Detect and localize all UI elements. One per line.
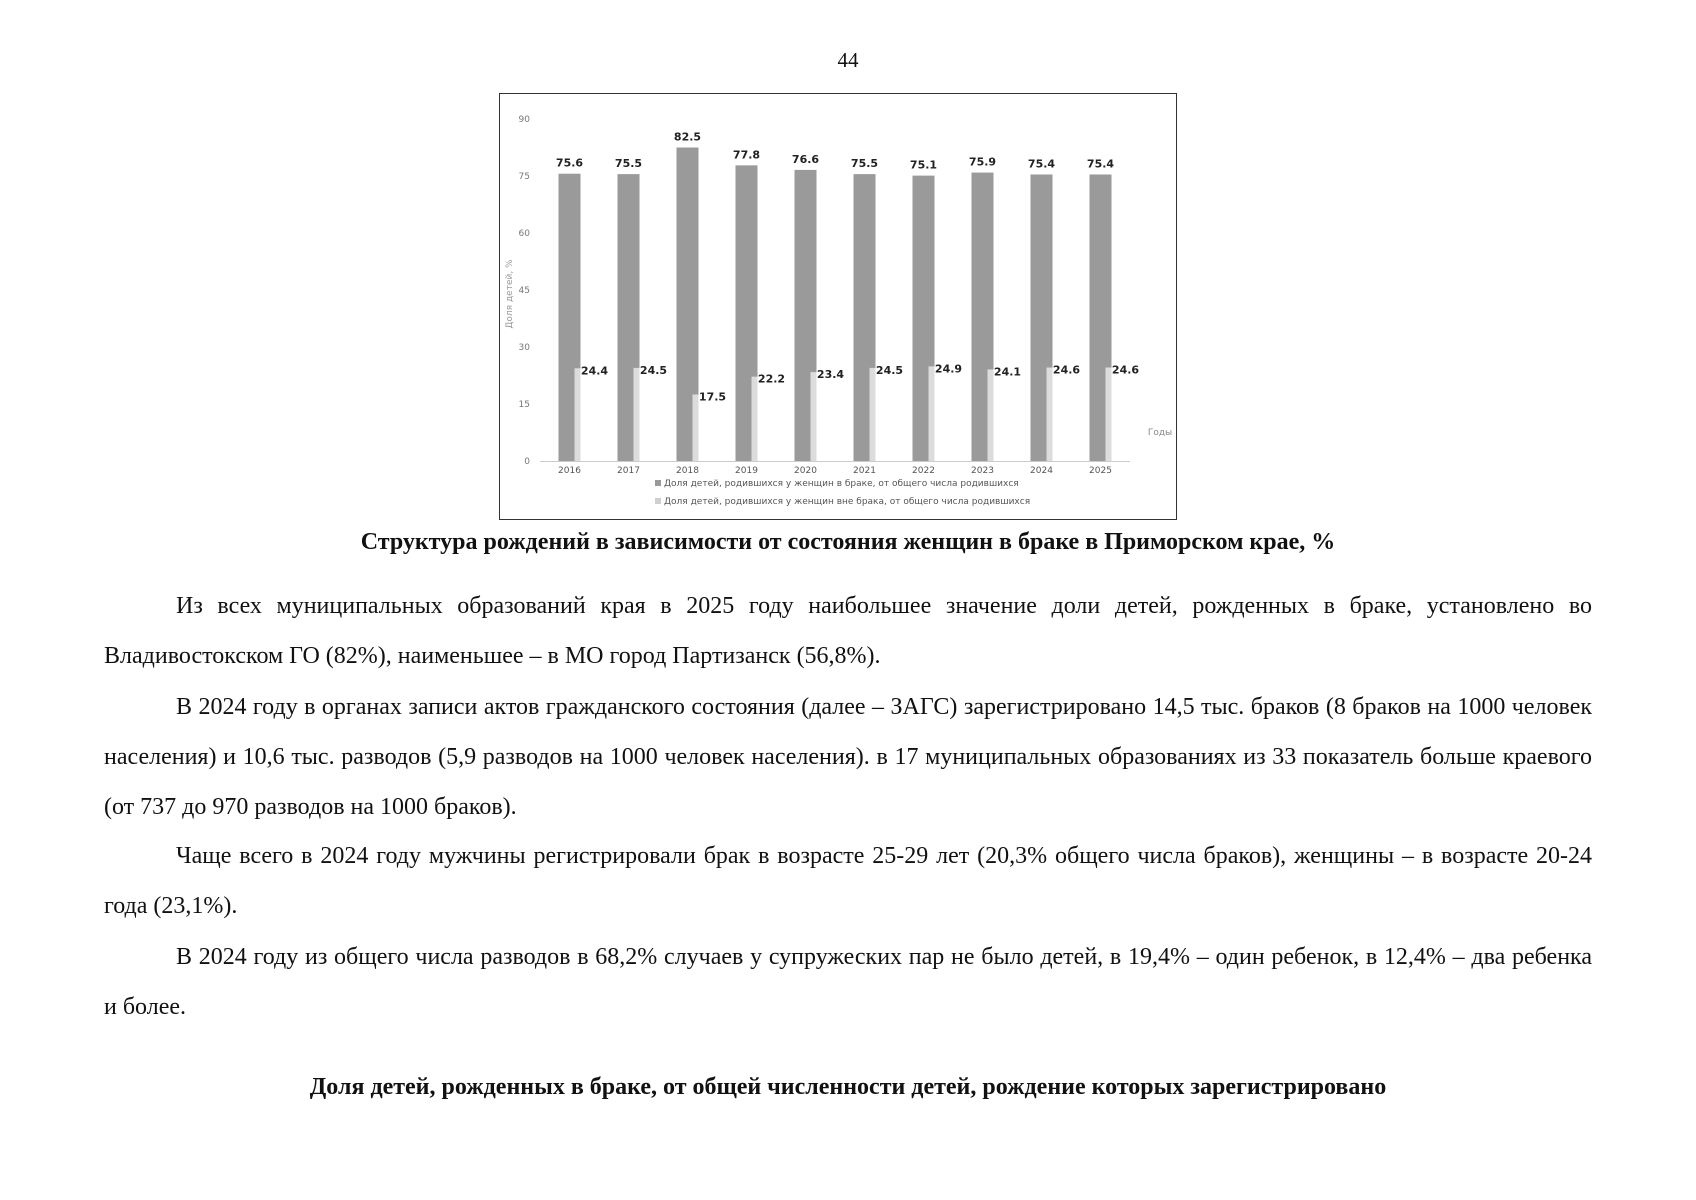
- section-subtitle: Доля детей, рожденных в браке, от общей численности детей, рождение которых зарегистрировано: [309, 1074, 1387, 1100]
- paragraph-municipal: Из всех муниципальных образований края в 2025 году наибольшее значение доли детей, рожденных в браке, установлено во Владивостокском ГО (82%), наименьшее – в МО город Партизанск (56,8%).: [104, 593, 1592, 669]
- legend-label-married: Доля детей, родившихся у женщин в браке, от общего числа родившихся: [664, 479, 1019, 489]
- x-tick-label: 2017: [617, 466, 640, 476]
- bar-value-label-unmarried: 22.2: [757, 372, 786, 386]
- x-tick-label: 2022: [912, 466, 935, 476]
- bar-unmarried: [870, 368, 876, 461]
- bar-unmarried: [1106, 368, 1112, 461]
- page-number: 44: [837, 48, 859, 72]
- bar-unmarried: [811, 372, 817, 461]
- y-tick-label: 90: [518, 115, 530, 125]
- bar-value-label-unmarried: 24.5: [875, 363, 904, 377]
- y-axis-label: Доля детей, %: [505, 259, 515, 329]
- bar-value-label-married: 75.1: [909, 158, 938, 172]
- bar-unmarried: [575, 368, 581, 461]
- x-tick-label: 2020: [794, 466, 817, 476]
- bar-value-label-married: 75.4: [1027, 157, 1056, 171]
- legend-swatch-married: [655, 480, 661, 486]
- chart-caption: Структура рождений в зависимости от состояния женщин в браке в Приморском крае, %: [360, 529, 1336, 555]
- bar-value-label-married: 75.9: [968, 155, 997, 169]
- x-axis-label: Годы: [1147, 428, 1173, 438]
- bar-unmarried: [634, 368, 640, 461]
- x-tick-label: 2016: [558, 466, 581, 476]
- bar-value-label-unmarried: 24.4: [580, 364, 609, 378]
- births-chart-svg: [500, 94, 1176, 519]
- bar-value-label-unmarried: 23.4: [816, 368, 845, 382]
- x-tick-label: 2024: [1030, 466, 1053, 476]
- x-tick-label: 2019: [735, 466, 758, 476]
- legend-swatch-unmarried: [655, 498, 661, 504]
- bar-value-label-married: 75.4: [1086, 157, 1115, 171]
- y-tick-label: 45: [518, 286, 530, 296]
- bar-value-label-unmarried: 17.5: [698, 390, 727, 404]
- x-tick-label: 2018: [676, 466, 699, 476]
- bar-unmarried: [988, 369, 994, 461]
- y-tick-label: 60: [518, 229, 530, 239]
- y-tick-label: 0: [524, 457, 530, 467]
- legend-label-unmarried: Доля детей, родившихся у женщин вне брака, от общего числа родившихся: [664, 497, 1031, 507]
- y-tick-label: 30: [518, 343, 530, 353]
- y-tick-label: 75: [518, 172, 530, 182]
- bar-value-label-unmarried: 24.1: [993, 365, 1022, 379]
- bar-value-label-unmarried: 24.9: [934, 362, 963, 376]
- x-tick-label: 2025: [1089, 466, 1112, 476]
- bar-unmarried: [693, 395, 699, 462]
- births-chart: [499, 93, 1177, 520]
- y-tick-label: 15: [518, 400, 530, 410]
- bar-value-label-married: 82.5: [673, 130, 702, 144]
- bar-unmarried: [1047, 368, 1053, 461]
- bar-value-label-married: 77.8: [732, 148, 761, 162]
- bar-unmarried: [752, 377, 758, 461]
- x-tick-label: 2021: [853, 466, 876, 476]
- bar-value-label-married: 76.6: [791, 152, 820, 166]
- bar-value-label-unmarried: 24.6: [1052, 363, 1081, 377]
- bar-value-label-unmarried: 24.5: [639, 363, 668, 377]
- bar-value-label-married: 75.6: [555, 156, 584, 170]
- paragraph-marriages-divorces: В 2024 году в органах записи актов гражданского состояния (далее – ЗАГС) зарегистрировано 14,5 тыс. браков (8 браков на 1000 человек населения) и 10,6 тыс. разводов (5,9 разводов на 1000 человек населения). в 17 муниципальных образованиях из 33 показатель больше краевого (от 737 до 970 разводов на 1000 браков).: [104, 694, 1592, 820]
- bar-unmarried: [929, 366, 935, 461]
- paragraph-divorce-children: В 2024 году из общего числа разводов в 68,2% случаев у супружеских пар не было детей, в 19,4% – один ребенок, в 12,4% – два ребенка и более.: [104, 944, 1592, 1020]
- bar-value-label-unmarried: 24.6: [1111, 363, 1140, 377]
- paragraph-marriage-age: Чаще всего в 2024 году мужчины регистрировали брак в возрасте 25-29 лет (20,3% общего числа браков), женщины – в возрасте 20-24 года (23,1%).: [104, 843, 1592, 919]
- x-tick-label: 2023: [971, 466, 994, 476]
- bar-value-label-married: 75.5: [614, 157, 643, 171]
- bar-value-label-married: 75.5: [850, 157, 879, 171]
